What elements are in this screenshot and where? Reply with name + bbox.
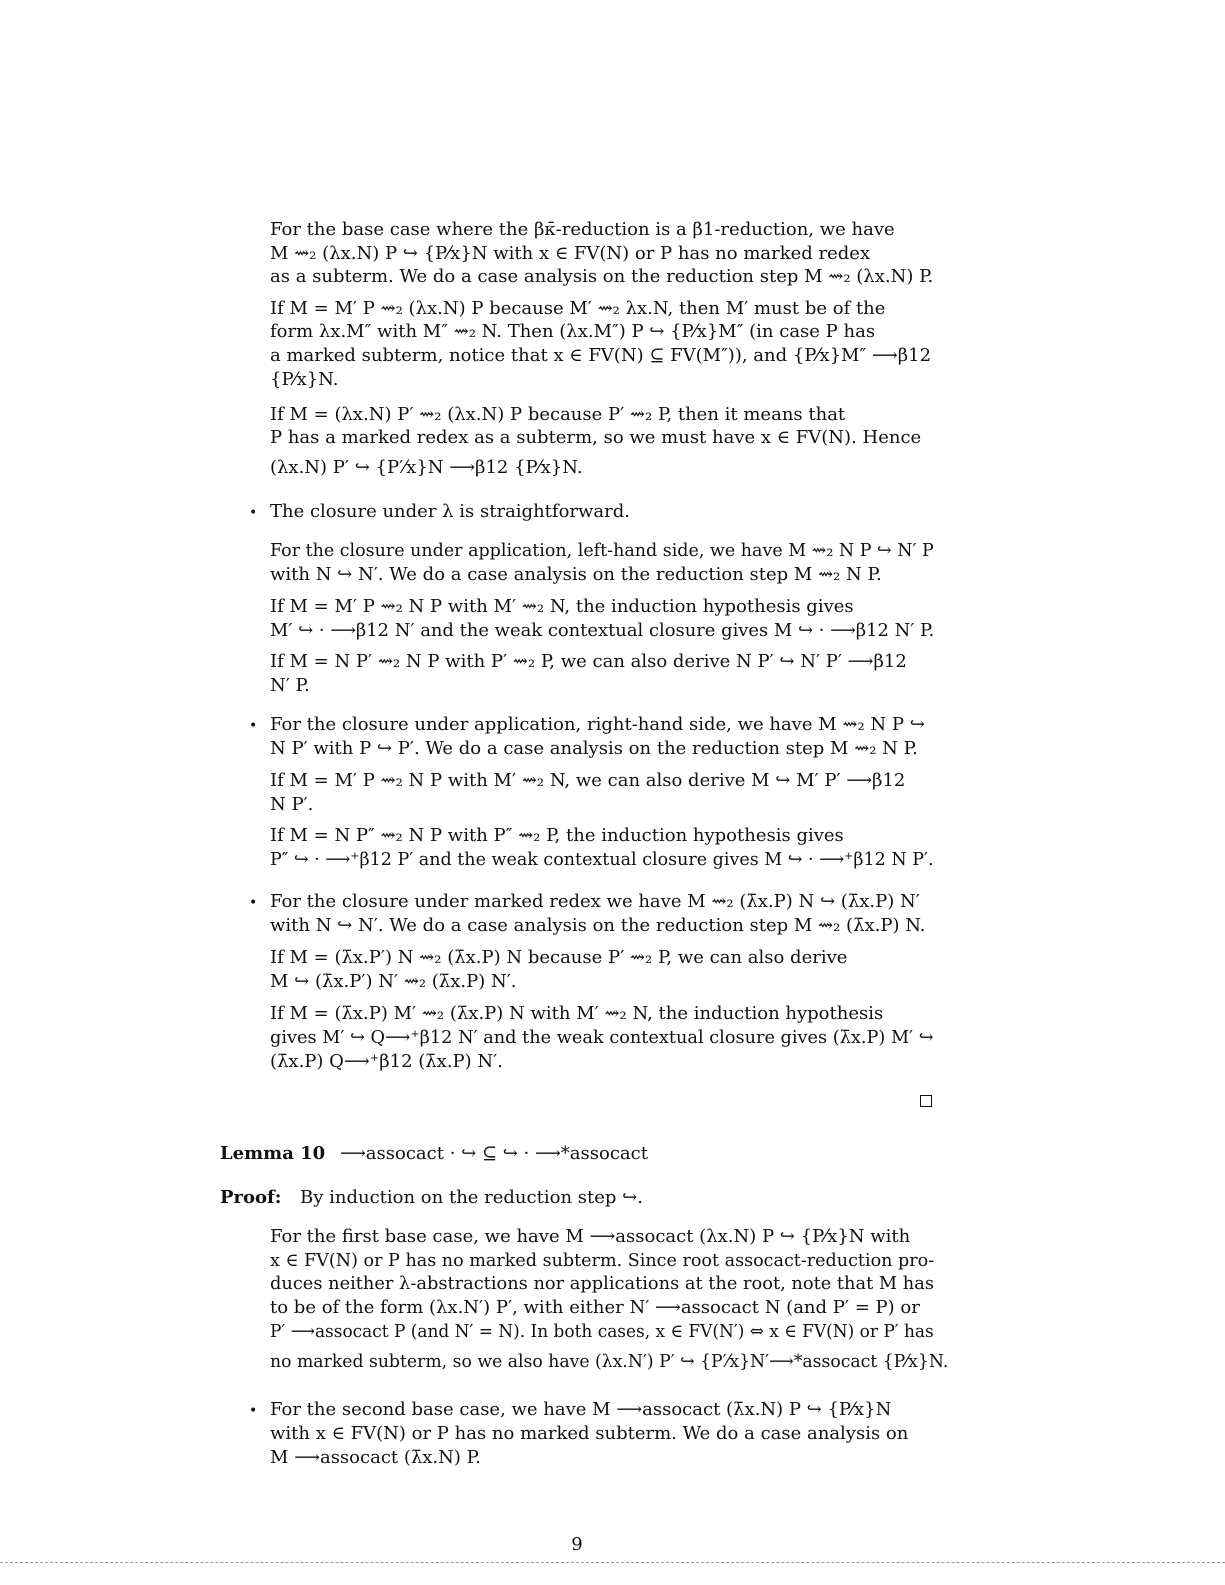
bullet-text: M ⟶assocact (λ̄x.N) P. bbox=[270, 1447, 481, 1468]
bullet-text: For the second base case, we have M ⟶assocact (λ̄x.N) P ↪ {P⁄x}N bbox=[270, 1399, 892, 1420]
text-line: If M = N P″ ⇝₂ N P with P″ ⇝₂ P, the induction hypothesis gives bbox=[270, 825, 844, 846]
text-line: {P⁄x}N. bbox=[270, 369, 339, 390]
text-line: N′ P. bbox=[270, 675, 310, 696]
bullet-text: For the closure under application, right-hand side, we have M ⇝₂ N P ↪ bbox=[270, 714, 925, 735]
text-line: If M = (λ̄x.P) M′ ⇝₂ (λ̄x.P) N with M′ ⇝₂ N, the induction hypothesis bbox=[270, 1003, 884, 1024]
text-line: x ∈ FV(N) or P has no marked subterm. Since root assocact-reduction pro- bbox=[270, 1250, 935, 1271]
text-line: For the base case where the βκ̄-reduction is a β1-reduction, we have bbox=[270, 219, 895, 240]
text-line: M′ ↪ · ⟶β12 N′ and the weak contextual closure gives M ↪ · ⟶β12 N′ P. bbox=[270, 620, 935, 641]
bullet-text: with x ∈ FV(N) or P has no marked subterm. We do a case analysis on bbox=[270, 1423, 909, 1444]
text-line: P has a marked redex as a subterm, so we must have x ∈ FV(N). Hence bbox=[270, 427, 922, 448]
text-line: as a subterm. We do a case analysis on the reduction step M ⇝₂ (λx.N) P. bbox=[270, 266, 934, 287]
text-line: If M = M′ P ⇝₂ N P with M′ ⇝₂ N, the induction hypothesis gives bbox=[270, 596, 854, 617]
bullet-text: with N ↪ N′. We do a case analysis on the reduction step M ⇝₂ (λ̄x.P) N. bbox=[270, 915, 926, 936]
text-line: If M = (λ̄x.P′) N ⇝₂ (λ̄x.P) N because P′ ⇝₂ P, we can also derive bbox=[270, 947, 848, 968]
proof-label: Proof: bbox=[220, 1187, 282, 1208]
text-line: If M = M′ P ⇝₂ (λx.N) P because M′ ⇝₂ λx.N, then M′ must be of the bbox=[270, 298, 886, 319]
bullet-text: The closure under λ is straightforward. bbox=[270, 501, 630, 522]
bullet-marker: • bbox=[249, 895, 258, 911]
text-line: form λx.M″ with M″ ⇝₂ N. Then (λx.M″) P ↪ {P⁄x}M″ (in case P has bbox=[270, 321, 876, 342]
text-line: If M = N P′ ⇝₂ N P with P′ ⇝₂ P, we can also derive N P′ ↪ N′ P′ ⟶β12 bbox=[270, 651, 907, 672]
proof-intro: By induction on the reduction step ↪. bbox=[300, 1187, 643, 1208]
bullet-text: For the closure under marked redex we have M ⇝₂ (λ̄x.P) N ↪ (λ̄x.P) N′ bbox=[270, 891, 920, 912]
page-bottom-border bbox=[0, 1562, 1225, 1563]
bullet-marker: • bbox=[249, 505, 258, 521]
text-line: P′ ⟶assocact P (and N′ = N). In both cases, x ∈ FV(N′) ⇔ x ∈ FV(N) or P′ has bbox=[270, 1321, 934, 1342]
text-line: (λ̄x.P) Q⟶⁺β12 (λ̄x.P) N′. bbox=[270, 1051, 503, 1072]
text-line: no marked subterm, so we also have (λx.N′) P′ ↪ {P′⁄x}N′⟶*assocact {P⁄x}N. bbox=[270, 1351, 949, 1372]
text-line: If M = (λx.N) P′ ⇝₂ (λx.N) P because P′ ⇝₂ P, then it means that bbox=[270, 404, 846, 425]
lemma-statement: ⟶assocact · ↪ ⊆ ↪ · ⟶*assocact bbox=[340, 1143, 648, 1164]
text-line: For the first base case, we have M ⟶assocact (λx.N) P ↪ {P⁄x}N with bbox=[270, 1226, 911, 1247]
text-line: (λx.N) P′ ↪ {P′⁄x}N ⟶β12 {P⁄x}N. bbox=[270, 457, 583, 478]
text-line: If M = M′ P ⇝₂ N P with M′ ⇝₂ N, we can also derive M ↪ M′ P′ ⟶β12 bbox=[270, 770, 906, 791]
text-line: M ↪ (λ̄x.P′) N′ ⇝₂ (λ̄x.P) N′. bbox=[270, 971, 517, 992]
bullet-marker: • bbox=[249, 1403, 258, 1419]
page-number: 9 bbox=[571, 1534, 583, 1555]
text-line: with N ↪ N′. We do a case analysis on the reduction step M ⇝₂ N P. bbox=[270, 564, 882, 585]
text-line: For the closure under application, left-hand side, we have M ⇝₂ N P ↪ N′ P bbox=[270, 540, 934, 561]
qed-box bbox=[920, 1095, 932, 1107]
text-line: a marked subterm, notice that x ∈ FV(N) ⊆ FV(M″)), and {P⁄x}M″ ⟶β12 bbox=[270, 345, 932, 366]
text-line: duces neither λ-abstractions nor applications at the root, note that M has bbox=[270, 1273, 934, 1294]
lemma-label: Lemma 10 bbox=[220, 1143, 326, 1164]
bullet-marker: • bbox=[249, 718, 258, 734]
text-line: N P′. bbox=[270, 794, 314, 815]
text-line: P″ ↪ · ⟶⁺β12 P′ and the weak contextual closure gives M ↪ · ⟶⁺β12 N P′. bbox=[270, 849, 934, 870]
text-line: M ⇝₂ (λx.N) P ↪ {P⁄x}N with x ∈ FV(N) or P has no marked redex bbox=[270, 243, 871, 264]
text-line: gives M′ ↪ Q⟶⁺β12 N′ and the weak contextual closure gives (λ̄x.P) M′ ↪ bbox=[270, 1027, 934, 1048]
bullet-text: N P′ with P ↪ P′. We do a case analysis on the reduction step M ⇝₂ N P. bbox=[270, 738, 918, 759]
text-line: to be of the form (λx.N′) P′, with either N′ ⟶assocact N (and P′ = P) or bbox=[270, 1297, 920, 1318]
